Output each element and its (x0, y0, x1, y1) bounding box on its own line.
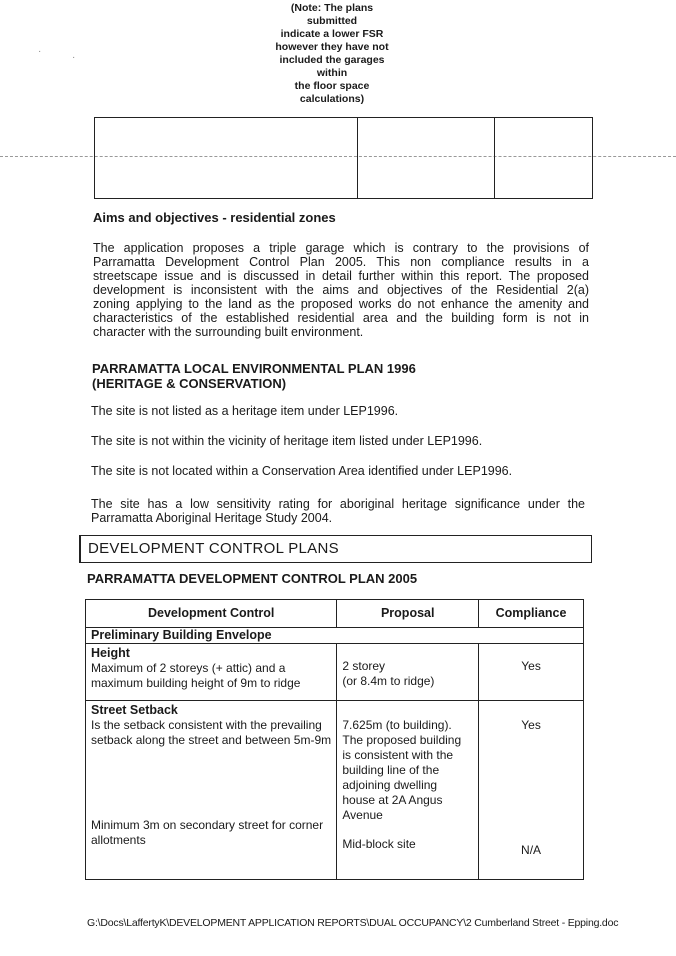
control-text: Is the setback consistent with the prevailing setback along the street and between 5m-9m (91, 718, 332, 747)
aims-line: Parramatta Development Control Plan 2005. This non compliance results in a (93, 255, 589, 269)
scan-speck: · (72, 52, 76, 63)
table-row (86, 701, 584, 880)
group-heading: Preliminary Building Envelope (91, 628, 272, 642)
proposal-cell (337, 644, 479, 701)
fsr-note: (Note: The plans submitted indicate a lower FSR however they have not included the garages within the floor space calculations) (275, 2, 389, 105)
table-bottom-rule (86, 880, 584, 881)
table-bottom-edge (86, 880, 584, 881)
control-title: Street Setback (91, 703, 178, 717)
proposal-text: 2 storey (342, 659, 386, 673)
table-row (86, 644, 584, 701)
proposal-cell (337, 701, 479, 880)
aims-line: development is inconsistent with the aims and objectives of the Residential 2(a) (93, 283, 589, 297)
aims-heading: Aims and objectives - residential zones (93, 210, 336, 225)
footer-file-path: G:\Docs\LaffertyK\DEVELOPMENT APPLICATION REPORTS\DUAL OCCUPANCY\2 Cumberland Street - Epping.doc (87, 917, 619, 929)
compliance-value: Yes (521, 659, 541, 673)
column-header: Compliance (479, 600, 584, 628)
proposal-text: Mid-block site (342, 837, 416, 851)
compliance-value: N/A (521, 843, 542, 857)
section-title-box (79, 535, 592, 563)
section-title: DEVELOPMENT CONTROL PLANS (88, 540, 339, 557)
note-table-cell-2 (358, 118, 495, 198)
control-cell (86, 644, 337, 701)
proposal-text: (or 8.4m to ridge) (342, 674, 435, 688)
aboriginal-line: The site has a low sensitivity rating for aboriginal heritage significance under the (91, 497, 585, 511)
heritage-item-statement: The site is not listed as a heritage item under LEP1996. (91, 404, 399, 418)
control-text: Minimum 3m on secondary street for corner allotments (91, 818, 324, 847)
proposal-text: 7.625m (to building). The proposed building is consistent with the building line of the adjoining dwelling house at 2A Angus Avenue (342, 718, 462, 822)
heritage-vicinity-statement: The site is not within the vicinity of heritage item listed under LEP1996. (91, 434, 483, 448)
aboriginal-line: Parramatta Aboriginal Heritage Study 2004. (91, 511, 333, 525)
note-table-cell-1 (95, 118, 358, 198)
compliance-cell (479, 701, 584, 880)
aims-paragraph (93, 241, 589, 339)
dcp-heading: PARRAMATTA DEVELOPMENT CONTROL PLAN 2005 (87, 571, 418, 586)
lep-heading-line: PARRAMATTA LOCAL ENVIRONMENTAL PLAN 1996 (92, 361, 416, 376)
column-header: Proposal (337, 600, 479, 628)
conservation-area-statement: The site is not located within a Conservation Area identified under LEP1996. (91, 464, 513, 478)
table-group-row (86, 628, 584, 644)
aims-line: zoning applying to the land as the proposed works do not enhance the amenity and (93, 297, 589, 311)
control-text: Maximum of 2 storeys (+ attic) and a maximum building height of 9m to ridge (91, 661, 301, 690)
compliance-cell (479, 644, 584, 701)
aboriginal-heritage-statement (91, 497, 585, 525)
group-heading-cell (86, 628, 584, 644)
control-cell (86, 701, 337, 880)
aims-line: The application proposes a triple garage which is contrary to the provisions of (93, 241, 589, 255)
lep-heading-line: (HERITAGE & CONSERVATION) (92, 376, 287, 391)
scan-speck: · (38, 46, 42, 57)
column-header: Development Control (86, 600, 337, 628)
aims-line: character with the surrounding built environment. (93, 325, 364, 339)
lep-heading (92, 361, 416, 391)
table-header-row (86, 600, 584, 628)
compliance-value: Yes (521, 718, 541, 732)
aims-line: characteristics of the established residential area and the building form is not in (93, 311, 589, 325)
control-title: Height (91, 646, 130, 660)
dcp-table (85, 599, 584, 880)
aims-line: streetscape issue and is discussed in detail further within this report. The proposed (93, 269, 589, 283)
note-table (94, 117, 593, 199)
